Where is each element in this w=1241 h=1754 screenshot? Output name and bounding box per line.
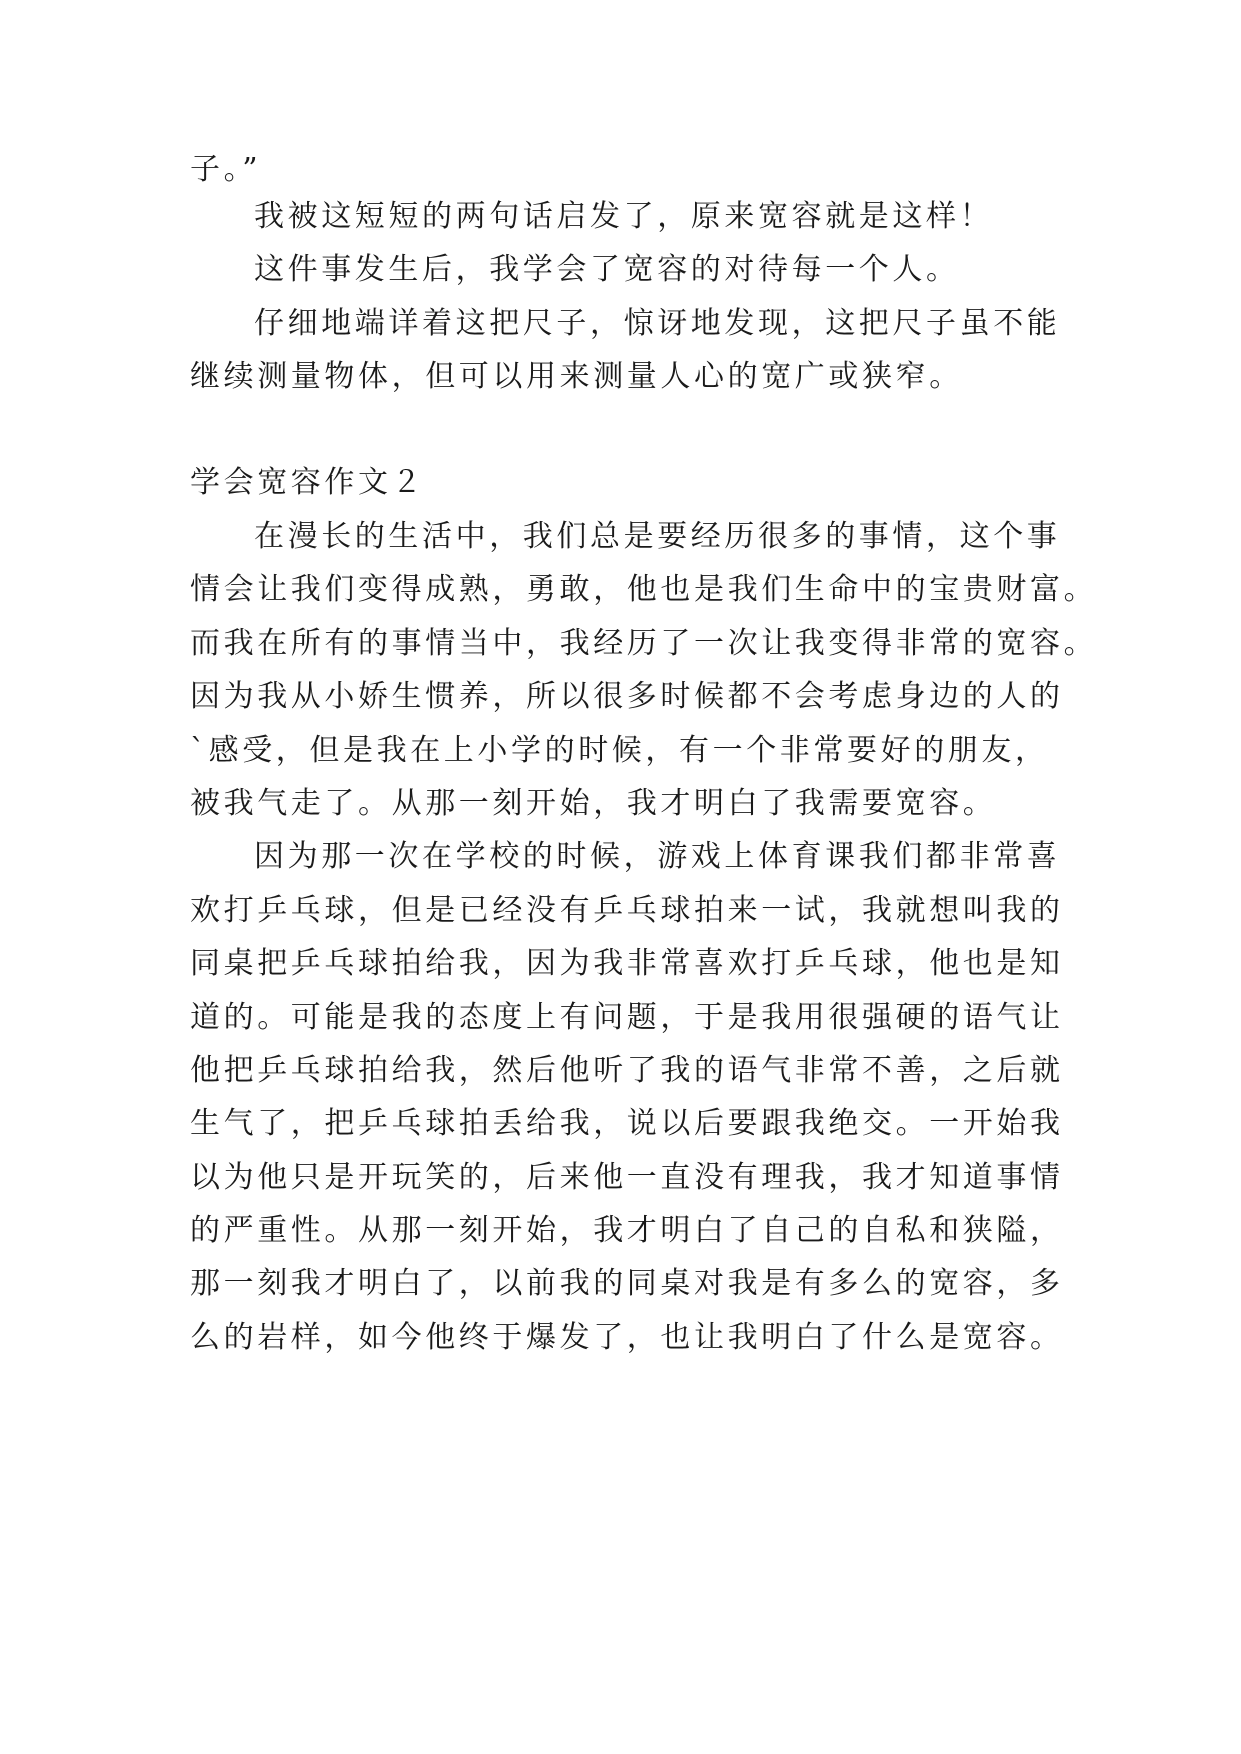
paragraph-line: 道的。可能是我的态度上有问题，于是我用很强硬的语气让 [190, 1000, 1064, 1035]
paragraph-line: 因为那一次在学校的时候，游戏上体育课我们都非常喜 [254, 839, 1061, 874]
paragraph-line: 继续测量物体，但可以用来测量人心的宽广或狭窄。 [190, 359, 963, 394]
paragraph-line: 而我在所有的事情当中，我经历了一次让我变得非常的宽容。 [190, 626, 1098, 661]
paragraph-line: 情会让我们变得成熟，勇敢，他也是我们生命中的宝贵财富。 [190, 572, 1098, 607]
paragraph-line: 他把乒乓球拍给我，然后他听了我的语气非常不善，之后就 [190, 1053, 1064, 1088]
paragraph-line: 以为他只是开玩笑的，后来他一直没有理我，我才知道事情 [190, 1160, 1064, 1195]
paragraph-line: 我被这短短的两句话启发了，原来宽容就是这样！ [254, 199, 994, 234]
paragraph-line: 欢打乒乓球，但是已经没有乒乓球拍来一试，我就想叫我的 [190, 893, 1064, 928]
paragraph-line: 子。” [190, 152, 262, 187]
paragraph-line: 那一刻我才明白了，以前我的同桌对我是有多么的宽容，多 [190, 1266, 1064, 1301]
paragraph-line: 被我气走了。从那一刻开始，我才明白了我需要宽容。 [190, 786, 997, 821]
paragraph-line: 么的岩样，如今他终于爆发了，也让我明白了什么是宽容。 [190, 1320, 1064, 1355]
paragraph-line: 的严重性。从那一刻开始，我才明白了自己的自私和狭隘， [190, 1213, 1064, 1248]
section-title: 学会宽容作文２ [190, 465, 426, 500]
paragraph-line: 生气了，把乒乓球拍丢给我，说以后要跟我绝交。一开始我 [190, 1106, 1064, 1141]
paragraph-line: 同桌把乒乓球拍给我，因为我非常喜欢打乒乓球，他也是知 [190, 946, 1064, 981]
paragraph-line: `感受，但是我在上小学的时候，有一个非常要好的朋友， [190, 733, 1049, 768]
paragraph-line: 在漫长的生活中，我们总是要经历很多的事情，这个事 [254, 519, 1061, 554]
paragraph-line: 因为我从小娇生惯养，所以很多时候都不会考虑身边的人的 [190, 679, 1064, 714]
paragraph-line: 这件事发生后，我学会了宽容的对待每一个人。 [254, 252, 960, 287]
paragraph-line: 仔细地端详着这把尺子，惊讶地发现，这把尺子虽不能 [254, 306, 1061, 341]
